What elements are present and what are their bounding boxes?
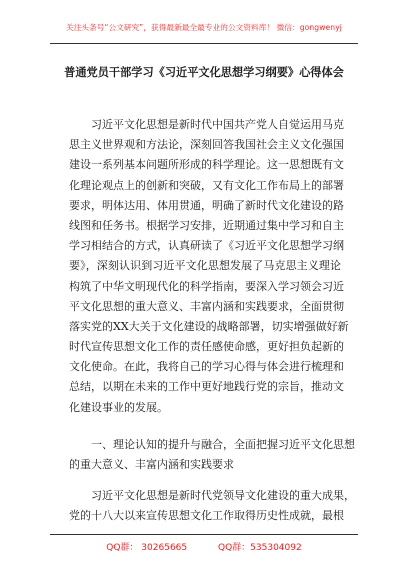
text-line: 思主义世界观和方法论，深刻回答我国社会主义文化强国	[69, 138, 344, 152]
text-line: 要》，深刻认识到习近平文化思想发展了马克思主义理论	[69, 259, 341, 273]
document-title: 普通党员干部学习《习近平文化思想学习纲要》心得体会	[64, 65, 344, 79]
header-banner: 关注头条号“公文研究”，获得最新最全最专业的公文资料库！ 微信：gongwenyj	[66, 23, 342, 32]
text-line: 习近平文化思想是新时代中国共产党人自觉运用马克	[91, 118, 344, 131]
text-line: 学习相结合的方式，认真研读了《习近平文化思想学习纲	[69, 239, 344, 253]
text-line: 化建设事业的发展。	[69, 400, 168, 414]
heading-line: 一、理论认知的提升与融合，全面把握习近平文化思想	[91, 438, 355, 451]
footer-qq-group-2: QQ群：535304092	[218, 543, 302, 553]
text-line: 构筑了中华文明现代化的科学指南，要深入学习领会习近	[69, 279, 344, 293]
text-line: 文化使命。在此，我将自己的学习心得与体会进行梳理和	[69, 360, 344, 374]
text-line: 线图和任务书。根据学习安排，近期通过集中学习和自主	[69, 218, 344, 232]
text-line: 习近平文化思想是新时代党领导文化建设的重大成果，	[91, 489, 355, 502]
body-paragraph	[69, 115, 349, 418]
body-paragraph-2	[69, 486, 355, 526]
text-line: 时代宣传思想文化工作的责任感使命感，更好担负起新的	[69, 340, 344, 354]
text-line: 落实党的XX大关于文化建设的战略部署，切实增强做好新	[69, 319, 349, 333]
header-rule	[50, 43, 358, 44]
heading-line: 的重大意义、丰富内涵和实践要求	[69, 458, 234, 472]
text-line: 党的十八大以来宣传思想文化工作取得历史性成就，最根	[69, 509, 344, 523]
section-heading	[69, 435, 355, 475]
text-line: 平文化思想的重大意义、丰富内涵和实践要求，全面贯彻	[69, 299, 344, 313]
footer	[40, 540, 368, 553]
text-line: 化理论观点上的创新和突破，又有文化工作布局上的部署	[69, 178, 344, 192]
text-line: 总结，以期在未来的工作中更好地践行党的宗旨，推动文	[69, 380, 344, 394]
footer-qq-group-1: QQ群： 30265665	[106, 543, 188, 553]
text-line: 要求，明体达用、体用贯通，明确了新时代文化建设的路	[69, 198, 344, 212]
text-line: 建设一系列基本问题所形成的科学理论。这一思想既有文	[69, 158, 344, 172]
footer-rule	[50, 534, 358, 535]
